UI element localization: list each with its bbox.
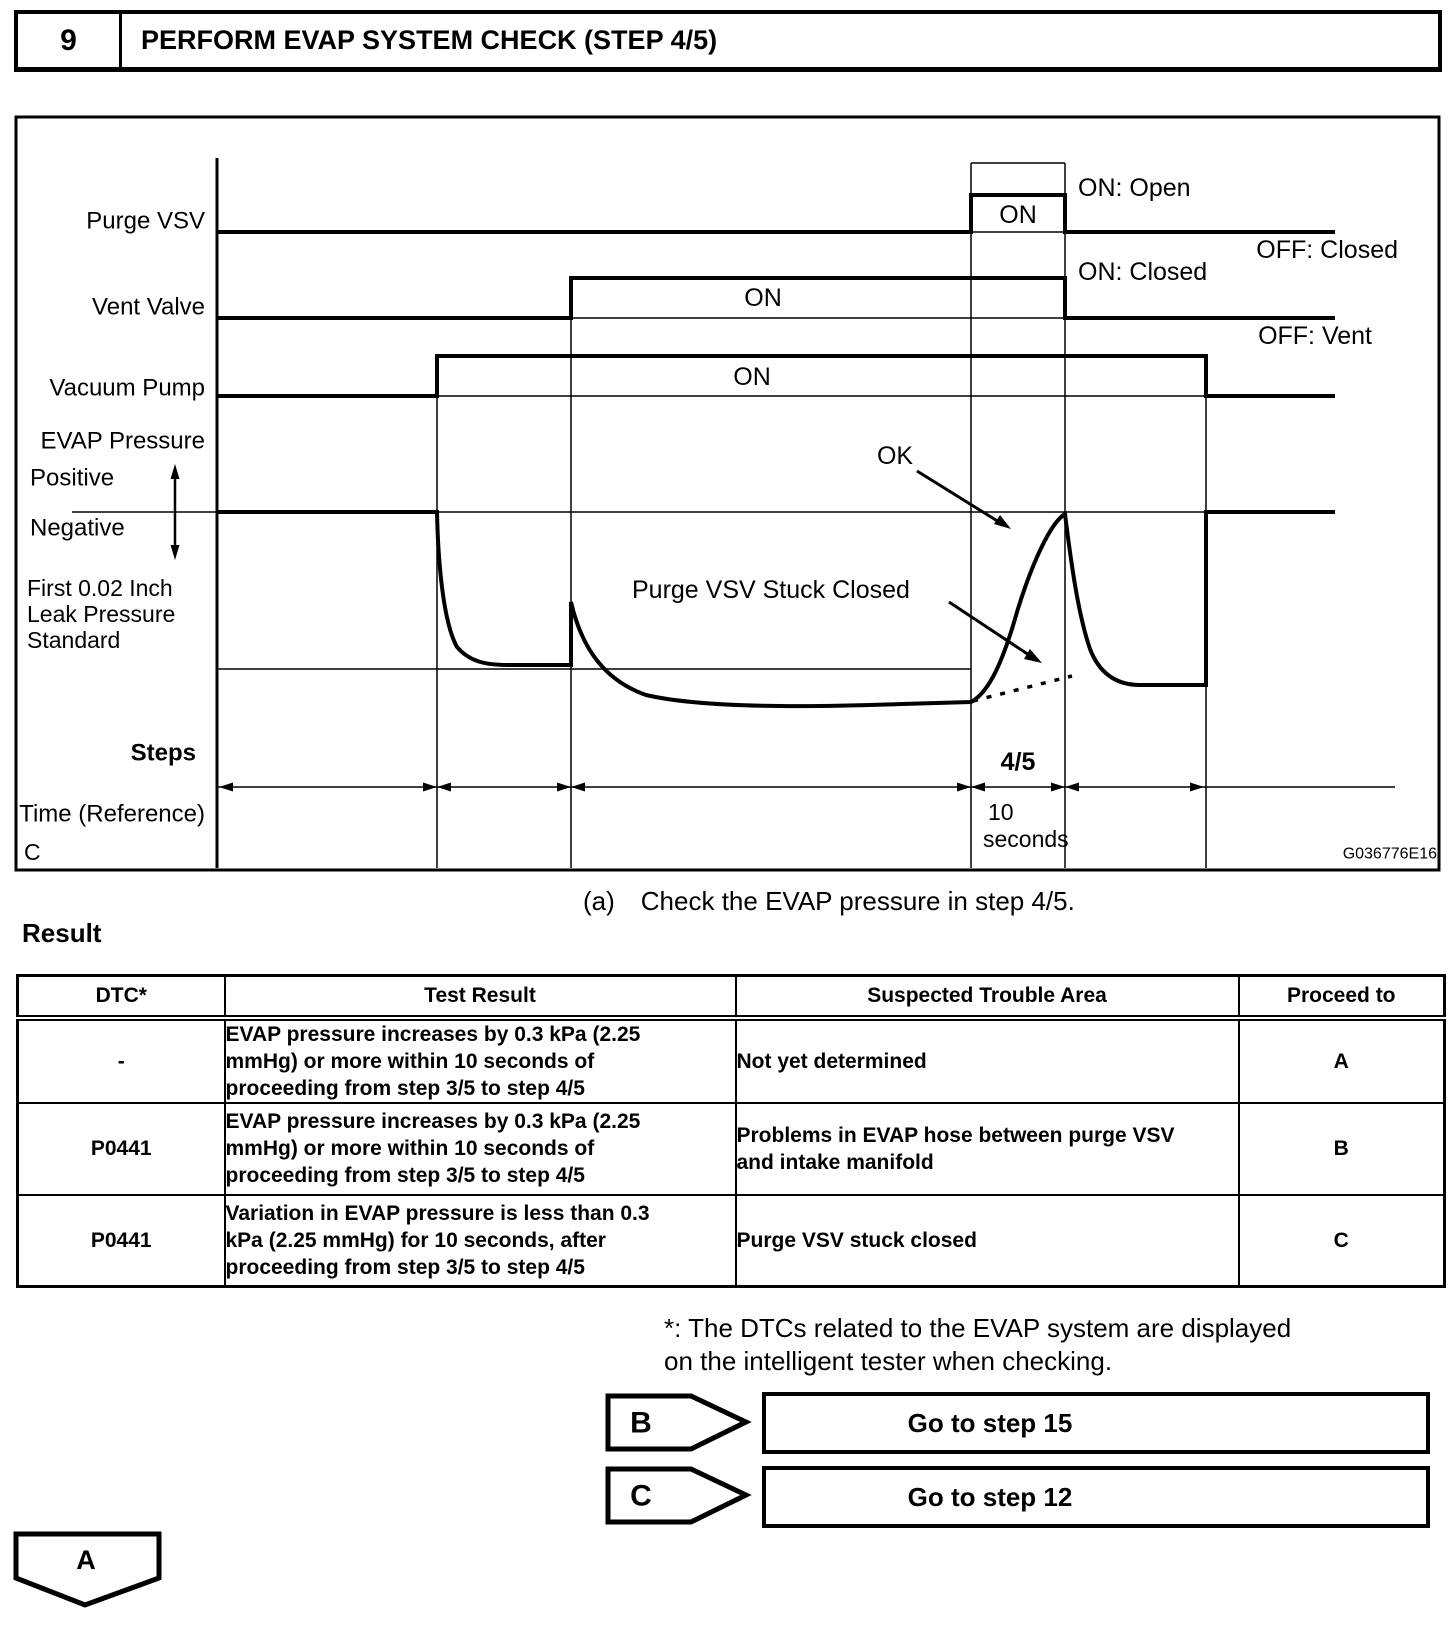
test-result-cell: [225, 1103, 736, 1195]
table-row: [18, 1018, 1445, 1103]
test-line: EVAP pressure increases by 0.3 kPa (2.25: [225, 1022, 641, 1046]
dtc-cell: -: [18, 1018, 225, 1103]
test-line: mmHg) or more within 10 seconds of: [225, 1049, 595, 1073]
area-line: Problems in EVAP hose between purge VSV: [736, 1123, 1175, 1147]
table-header-row: [18, 976, 1445, 1018]
leak-standard-label-line2: Leak Pressure: [27, 601, 176, 627]
proceed-cell: C: [1239, 1195, 1445, 1287]
test-line: proceeding from step 3/5 to step 4/5: [225, 1076, 585, 1100]
dtc-cell: P0441: [18, 1103, 225, 1195]
duration-seconds-label: seconds: [983, 826, 1069, 852]
corner-mark: C: [24, 839, 41, 865]
result-table: [16, 974, 1446, 1288]
footnote-line: *: The DTCs related to the EVAP system are displayed: [664, 1313, 1292, 1343]
diagram-frame: [16, 117, 1439, 870]
stuck-closed-arrow: [949, 602, 1042, 663]
step-4-5-label: 4/5: [1000, 748, 1036, 776]
connector-b-action-box: [762, 1392, 1430, 1454]
connector-b-action: Go to step 15: [907, 1408, 1073, 1438]
legend-purge-off: OFF: Closed: [1256, 236, 1398, 264]
step-header: [14, 10, 1442, 72]
evap-pressure-curve: [217, 512, 1335, 706]
pump-on-label: ON: [733, 363, 771, 391]
time-reference-label: Time (Reference): [19, 800, 205, 828]
axis-label-negative: Negative: [30, 514, 125, 542]
step-title: PERFORM EVAP SYSTEM CHECK (STEP 4/5): [141, 25, 718, 55]
legend-purge-on: ON: Open: [1078, 174, 1191, 202]
trouble-area-cell: [736, 1195, 1239, 1287]
purge-on-label: ON: [999, 201, 1037, 229]
table-row: [18, 1103, 1445, 1195]
footnote-line: on the intelligent tester when checking.: [664, 1346, 1113, 1376]
proceed-cell: B: [1239, 1103, 1445, 1195]
vent-on-label: ON: [744, 284, 782, 312]
caption-index: (a): [583, 886, 615, 916]
next-step-marker: [12, 1528, 164, 1610]
connector-c-pentagon: [605, 1464, 755, 1528]
dtc-footnote: [664, 1312, 1291, 1378]
figure-code: G036776E16: [1342, 845, 1437, 863]
test-line: kPa (2.25 mmHg) for 10 seconds, after: [225, 1228, 606, 1252]
next-step-marker-label: A: [76, 1545, 96, 1575]
vacuum-pump-waveform: [217, 356, 1335, 396]
reference-lines: [72, 163, 1395, 787]
signal-label-evap-pressure: EVAP Pressure: [40, 427, 205, 455]
proceed-cell: A: [1239, 1018, 1445, 1103]
caption: [583, 886, 1075, 917]
table-row: [18, 1195, 1445, 1287]
test-result-cell: [225, 1018, 736, 1103]
connector-b-pentagon: [605, 1391, 755, 1455]
area-line: Purge VSV stuck closed: [736, 1228, 977, 1252]
test-line: mmHg) or more within 10 seconds of: [225, 1137, 595, 1160]
ok-arrow: [917, 471, 1011, 529]
signal-label-vent-valve: Vent Valve: [92, 293, 205, 321]
legend-vent-off: OFF: Vent: [1258, 322, 1372, 350]
result-heading: Result: [22, 918, 102, 948]
signal-label-purge-vsv: Purge VSV: [86, 207, 205, 235]
legend-vent-on: ON: Closed: [1078, 258, 1208, 286]
dtc-cell: P0441: [18, 1195, 225, 1287]
steps-label: Steps: [130, 739, 196, 767]
evap-timing-diagram: [14, 115, 1442, 873]
area-line: and intake manifold: [736, 1150, 934, 1174]
step-number: 9: [18, 14, 122, 67]
test-line: Variation in EVAP pressure is less than 0.3: [225, 1201, 650, 1225]
test-line: proceeding from step 3/5 to step 4/5: [225, 1255, 585, 1279]
col-header-test-result: Test Result: [225, 976, 736, 1018]
leak-standard-label-line3: Standard: [27, 627, 121, 653]
leak-standard-label-line1: First 0.02 Inch: [27, 575, 173, 601]
trouble-area-cell: [736, 1018, 1239, 1103]
axis-label-positive: Positive: [30, 464, 115, 492]
trouble-area-cell: [736, 1103, 1239, 1195]
connector-c-action: Go to step 12: [907, 1482, 1073, 1512]
ok-annotation: OK: [876, 442, 914, 470]
test-line: EVAP pressure increases by 0.3 kPa (2.25: [225, 1110, 641, 1133]
test-line: proceeding from step 3/5 to step 4/5: [225, 1164, 585, 1187]
test-result-cell: [225, 1195, 736, 1287]
duration-10-label: 10: [988, 799, 1014, 825]
stuck-closed-annotation: Purge VSV Stuck Closed: [632, 576, 910, 604]
col-header-proceed-to: Proceed to: [1239, 976, 1445, 1018]
caption-text: Check the EVAP pressure in step 4/5.: [640, 886, 1075, 916]
signal-label-vacuum-pump: Vacuum Pump: [49, 374, 205, 402]
connector-c-action-box: [762, 1466, 1430, 1528]
connector-c-label: C: [630, 1479, 652, 1513]
connector-b-label: B: [630, 1406, 652, 1440]
col-header-dtc: DTC*: [18, 976, 225, 1018]
col-header-trouble-area: Suspected Trouble Area: [736, 976, 1239, 1018]
area-line: Not yet determined: [736, 1049, 927, 1073]
